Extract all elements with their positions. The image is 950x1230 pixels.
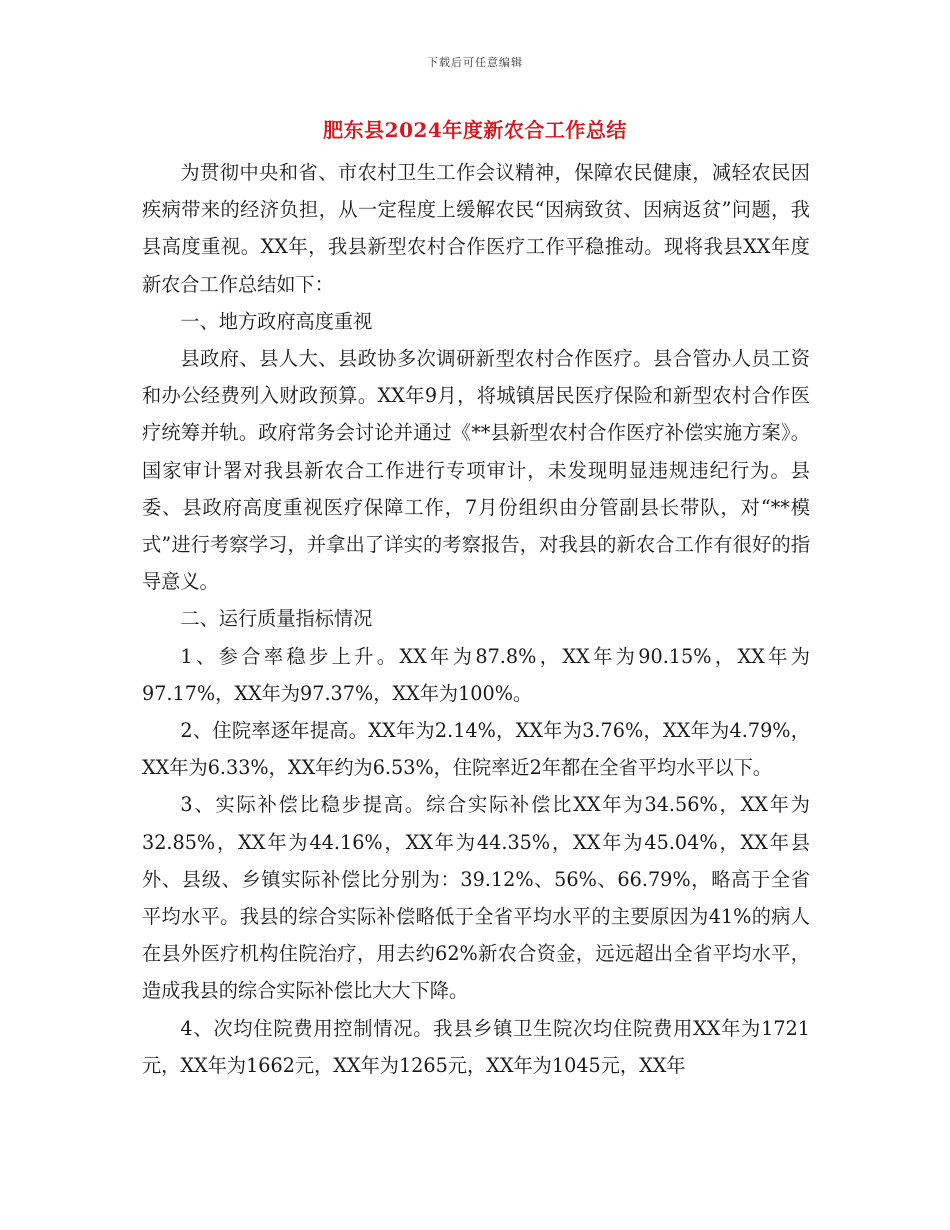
paragraph-hospital-cost: 4、次均住院费用控制情况。我县乡镇卫生院次均住院费用XX年为1721元，XX年为1662元，XX年为1265元，XX年为1045元，XX年 bbox=[142, 1016, 810, 1077]
section-heading-2: 二、运行质量指标情况 bbox=[180, 607, 373, 631]
paragraph-hospitalization-rate: 2、住院率逐年提高。XX年为2.14%，XX年为3.76%，XX年为4.79%，XX年为6.33%，XX年约为6.53%，住院率近2年都在全省平均水平以下。 bbox=[142, 719, 810, 780]
document-title: 肥东县2024年度新农合工作总结 bbox=[323, 118, 627, 142]
paragraph-compensation-ratio: 3、实际补偿比稳步提高。综合实际补偿比XX年为34.56%，XX年为32.85%，XX年为44.16%，XX年为44.35%，XX年为45.04%，XX年县外、县级、乡镇实际补偿比分别为：39.12%、56%、66.79%，略高于全省平均水平。我县的综合实际补偿略低于全省平均水平的主要原因为41%的病人在县外医疗机构住院治疗，用去约62%新农合资金，远远超出全省平均水平，造成我县的综合实际补偿比大大下降。 bbox=[142, 793, 810, 1003]
header-note: 下载后可任意编辑 bbox=[427, 56, 523, 69]
paragraph-intro: 为贯彻中央和省、市农村卫生工作会议精神，保障农民健康，减轻农民因疾病带来的经济负担，从一定程度上缓解农民“因病致贫、因病返贫”问题，我县高度重视。XX年，我县新型农村合作医疗工作平稳推动。现将我县XX年度新农合工作总结如下： bbox=[142, 161, 810, 296]
document-body bbox=[142, 154, 810, 1084]
paragraph-government: 县政府、县人大、县政协多次调研新型农村合作医疗。县合管办人员工资和办公经费列入财政预算。XX年9月，将城镇居民医疗保险和新型农村合作医疗统筹并轨。政府常务会讨论并通过《**县新型农村合作医疗补偿实施方案》。国家审计署对我县新农合工作进行专项审计，未发现明显违规违纪行为。县委、县政府高度重视医疗保障工作，7月份组织由分管副县长带队，对“**模式”进行考察学习，并拿出了详实的考察报告，对我县的新农合工作有很好的指导意义。 bbox=[142, 347, 810, 594]
section-heading-1: 一、地方政府高度重视 bbox=[180, 309, 373, 333]
paragraph-participation-rate: 1、参合率稳步上升。XX年为87.8%，XX年为90.15%，XX年为97.17%，XX年为97.37%，XX年为100%。 bbox=[142, 644, 810, 705]
